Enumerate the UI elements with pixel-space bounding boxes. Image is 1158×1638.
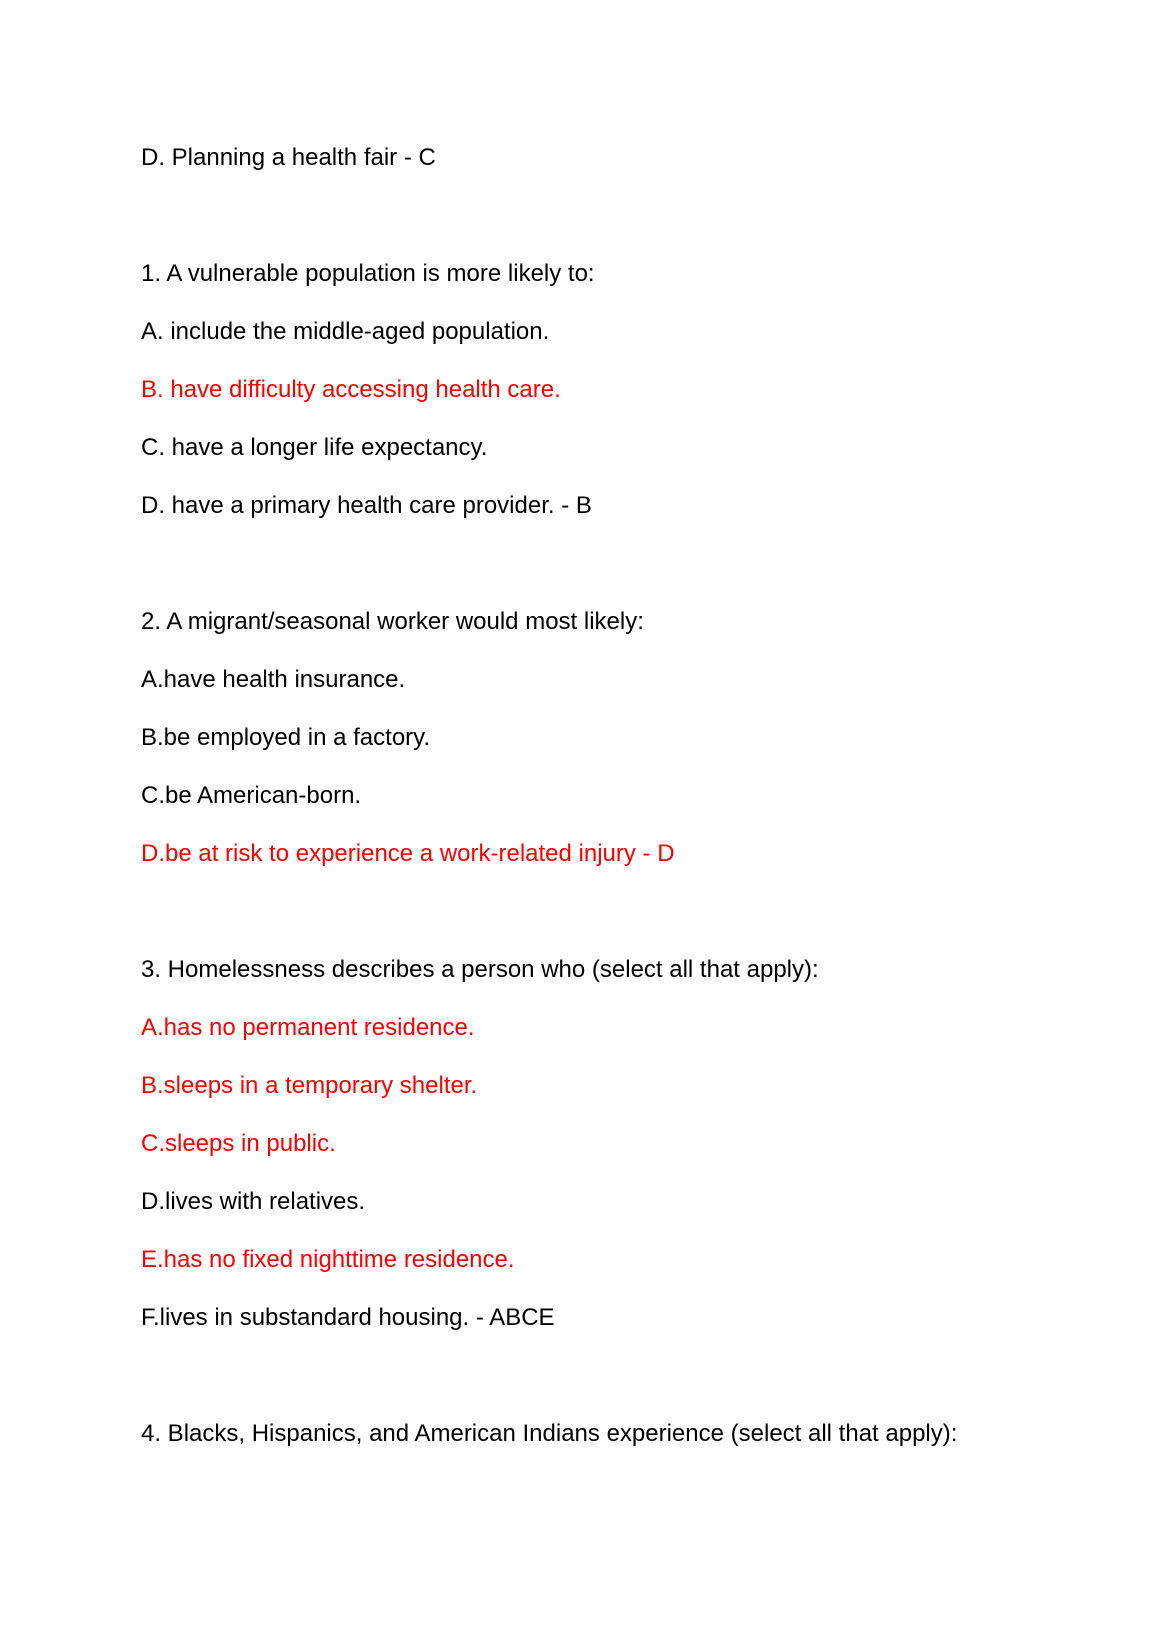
question-3-option-b-correct: B.sleeps in a temporary shelter. — [141, 1072, 478, 1099]
question-2-option-d-correct: D.be at risk to experience a work-related injury - D — [141, 840, 675, 867]
question-3-option-c-correct: C.sleeps in public. — [141, 1130, 336, 1157]
question-3-option-f: F.lives in substandard housing. - ABCE — [141, 1304, 555, 1331]
question-1-option-b-correct: B. have difficulty accessing health care. — [141, 376, 561, 403]
question-1-option-a: A. include the middle-aged population. — [141, 318, 550, 345]
question-2-option-c: C.be American-born. — [141, 782, 362, 809]
question-1-option-d: D. have a primary health care provider. - B — [141, 492, 592, 519]
question-3-option-d: D.lives with relatives. — [141, 1188, 366, 1215]
question-3-option-a-correct: A.has no permanent residence. — [141, 1014, 475, 1041]
answer-line-previous: D. Planning a health fair - C — [141, 144, 436, 171]
question-2-stem: 2. A migrant/seasonal worker would most likely: — [141, 608, 644, 635]
question-4-stem: 4. Blacks, Hispanics, and American Indians experience (select all that apply): — [141, 1420, 958, 1447]
question-2-option-a: A.have health insurance. — [141, 666, 406, 693]
question-1-stem: 1. A vulnerable population is more likely to: — [141, 260, 595, 287]
question-2-option-b: B.be employed in a factory. — [141, 724, 431, 751]
question-3-stem: 3. Homelessness describes a person who (select all that apply): — [141, 956, 819, 983]
question-3-option-e-correct: E.has no fixed nighttime residence. — [141, 1246, 515, 1273]
question-1-option-c: C. have a longer life expectancy. — [141, 434, 488, 461]
